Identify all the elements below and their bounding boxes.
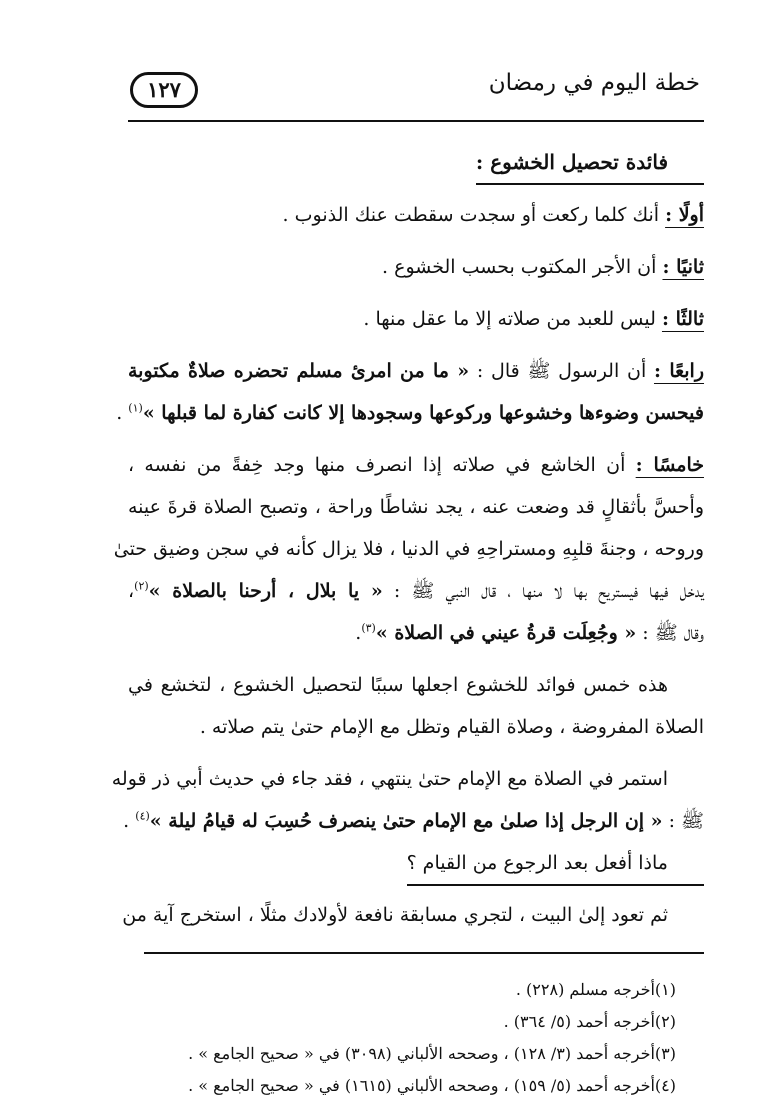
hadith-quote: فيحسن وضوءها وخشوعها وركوعها وسجودها إلا كانت كفارة لما قبلها » <box>142 402 704 424</box>
paragraph-text: وقال ﷺ : <box>642 622 704 644</box>
benefit-item-4-line-2 <box>116 392 704 434</box>
footnote-ref: (٢) <box>134 579 149 593</box>
benefit-text: أنك كلما ركعت أو سجدت سقطت عنك الذنوب . <box>282 204 660 226</box>
footnote-divider <box>144 952 704 954</box>
continue-paragraph-line-1 <box>111 758 704 800</box>
running-title: خطة اليوم في رمضان <box>488 70 700 96</box>
benefit-text: أن الأجر المكتوب بحسب الخشوع . <box>382 256 657 278</box>
footnote-item <box>128 1070 704 1102</box>
subheading-question: ماذا أفعل بعد الرجوع من القيام ؟ <box>407 844 704 886</box>
footnote-mark: (٣) <box>654 1044 676 1063</box>
paragraph-text: يدخل فيها فيستريح بها لا منها ، قال النبي ﷺ : <box>393 580 704 602</box>
footnote-item <box>128 1038 704 1070</box>
benefit-label: أولًا : <box>665 204 704 226</box>
footnote-text: أخرجه مسلم (٢٢٨) . <box>515 980 655 999</box>
footnote-ref: (٤) <box>135 809 150 823</box>
benefit-item-5-line-3 <box>113 528 704 570</box>
summary-paragraph-line-1 <box>128 664 704 706</box>
paragraph-text: هذه خمس فوائد للخشوع اجعلها سببًا لتحصيل الخشوع ، لتخشع في <box>128 674 668 696</box>
footnote-item <box>128 974 704 1006</box>
section-heading-line <box>128 142 704 184</box>
footnote-text: أخرجه أحمد (٣/ ١٢٨) ، وصححه الألباني (٣٠٩٨) في « صحيح الجامع » . <box>188 1044 655 1063</box>
after-paragraph-line-1 <box>122 894 704 936</box>
sentence-end: ، <box>128 580 135 602</box>
sentence-end: . <box>116 402 123 424</box>
benefit-label: ثانيًا : <box>662 256 704 278</box>
section-heading: فائدة تحصيل الخشوع : <box>476 143 704 185</box>
benefit-item-5-line-1 <box>128 444 704 486</box>
header-divider <box>128 120 704 122</box>
summary-paragraph-line-2 <box>128 706 704 748</box>
page-number-badge: ١٢٧ <box>130 72 198 108</box>
hadith-quote: « إن الرجل إذا صلىٰ مع الإمام حتىٰ ينصرف حُسِبَ له قيامُ ليلة » <box>149 810 663 832</box>
book-page <box>111 58 705 1102</box>
paragraph-text: ﷺ : <box>668 810 704 832</box>
benefit-label: خامسًا : <box>635 454 704 476</box>
benefit-item-3 <box>128 298 704 340</box>
footnote-text: أخرجه أحمد (٥/ ١٥٩) ، وصححه الألباني (١٦١٥) في « صحيح الجامع » . <box>188 1076 655 1095</box>
footnote-ref: (١) <box>128 401 143 415</box>
hadith-quote: « وجُعِلَت قرةُ عيني في الصلاة » <box>375 622 637 644</box>
sentence-end: . <box>123 810 130 832</box>
benefit-item-1 <box>128 194 704 236</box>
page-header <box>128 58 704 114</box>
footnote-mark: (٢) <box>654 1012 676 1031</box>
paragraph-text: وروحه ، وجنةَ قلبِهِ ومستراحِهِ في الدنيا ، فلا يزال كأنه في سجن وضيق حتىٰ <box>113 538 704 560</box>
footnote-item <box>128 1006 704 1038</box>
footnote-ref: (٣) <box>361 621 376 635</box>
benefit-item-4-line-1 <box>128 350 704 392</box>
paragraph-text: أن الخاشع في صلاته إذا انصرف منها وجد خِفةً من نفسه ، <box>128 454 626 476</box>
benefit-item-5-line-4 <box>128 570 704 612</box>
hadith-quote: « يا بلال ، أرحنا بالصلاة » <box>148 580 383 602</box>
benefit-label: ثالثًا : <box>661 308 704 330</box>
benefit-item-2 <box>128 246 704 288</box>
footnote-text: أخرجه أحمد (٥/ ٣٦٤) . <box>503 1012 655 1031</box>
benefit-item-5-line-5 <box>128 612 704 654</box>
footnote-mark: (٤) <box>654 1076 676 1095</box>
paragraph-text: استمر في الصلاة مع الإمام حتىٰ ينتهي ، فقد جاء في حديث أبي ذر قوله <box>111 768 668 790</box>
paragraph-text: ثم تعود إلىٰ البيت ، لتجري مسابقة نافعة لأولادك مثلًا ، استخرج آية من <box>122 904 668 926</box>
sentence-end: . <box>355 622 362 644</box>
benefit-text: ليس للعبد من صلاته إلا ما عقل منها . <box>363 308 656 330</box>
benefit-label: رابعًا : <box>653 360 705 382</box>
footnotes <box>128 974 704 1102</box>
paragraph-text: وأحسَّ بأثقالٍ قد وضعت عنه ، يجد نشاطًا وراحة ، وتصبح الصلاة قرةَ عينه <box>128 496 704 518</box>
hadith-quote: « ما من امرئ مسلم تحضره صلاةٌ مكتوبة <box>128 360 470 382</box>
benefit-item-5-line-2 <box>128 486 704 528</box>
subheading-line <box>128 842 704 884</box>
hadith-intro: أن الرسول ﷺ قال : <box>476 360 647 382</box>
page-body <box>111 142 705 1102</box>
continue-paragraph-line-2 <box>123 800 704 842</box>
footnote-mark: (١) <box>654 980 676 999</box>
paragraph-text: الصلاة المفروضة ، وصلاة القيام وتظل مع الإمام حتىٰ يتم صلاته . <box>199 716 704 738</box>
